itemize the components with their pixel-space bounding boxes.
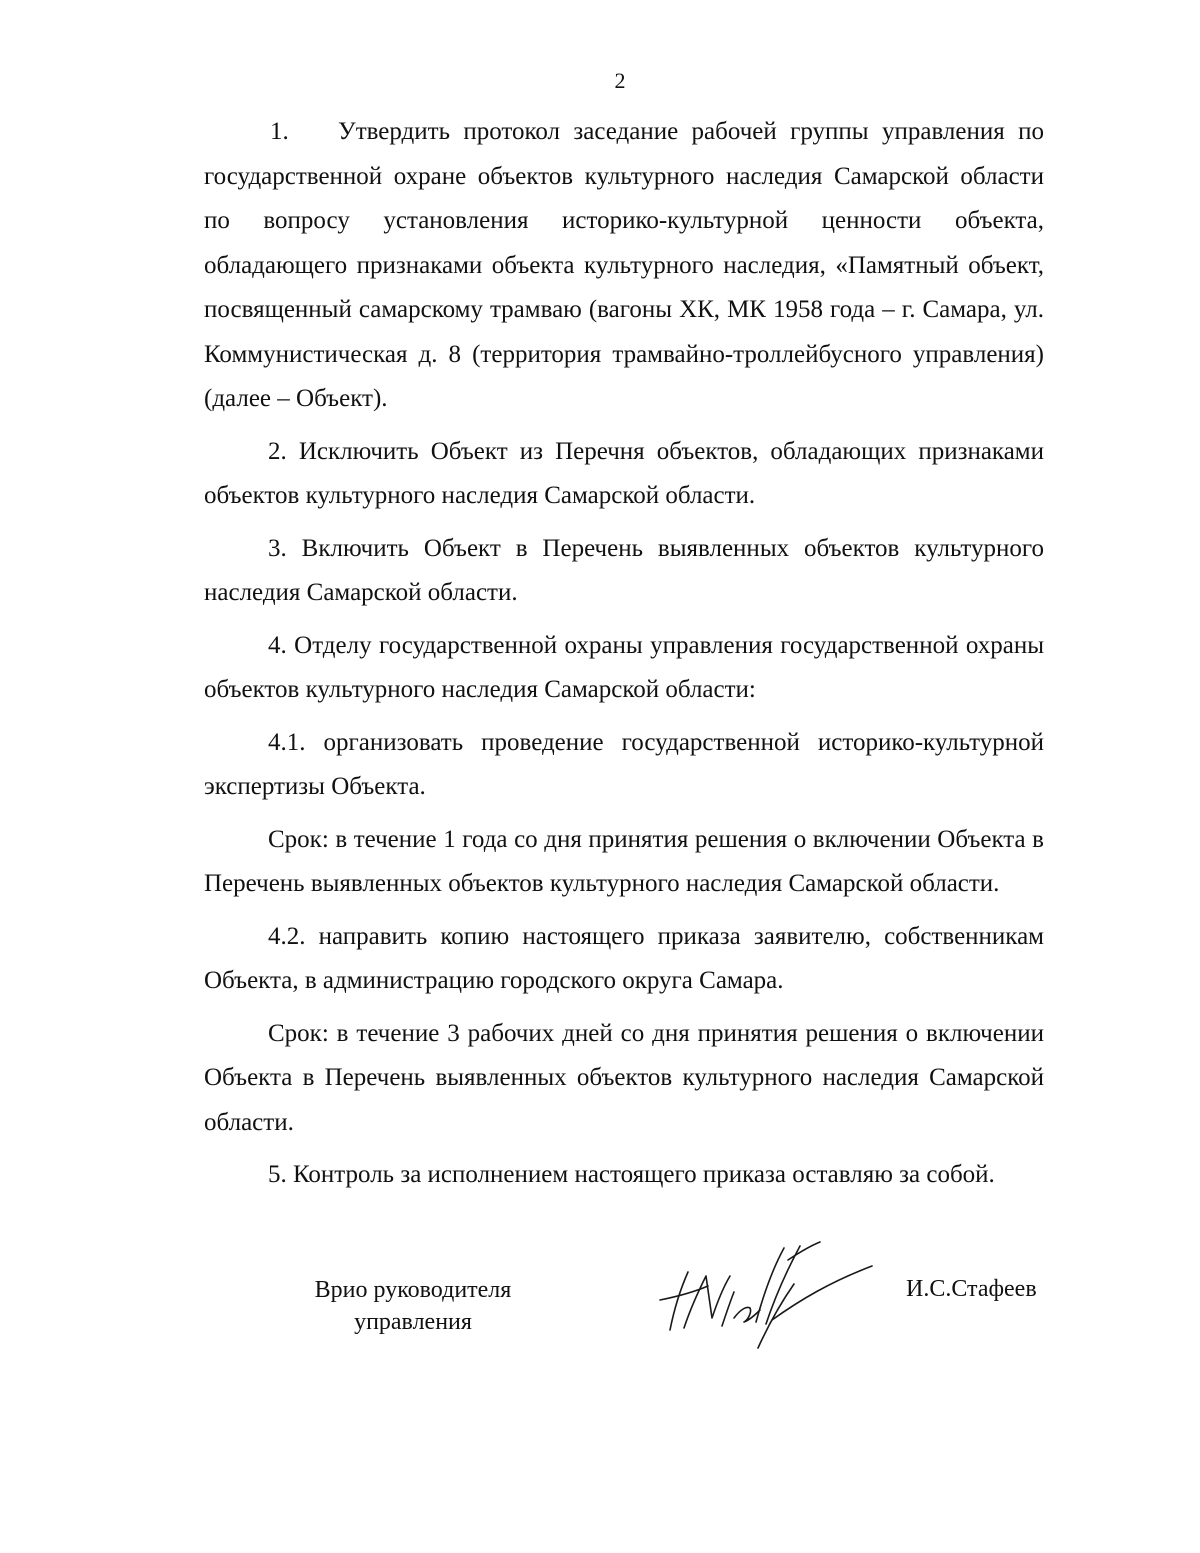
paragraph-2: 2. Исключить Объект из Перечня объектов, обладающих признаками объектов культурного наследия Самарской области. — [204, 437, 1044, 509]
paragraph-4-1-deadline: Срок: в течение 1 года со дня принятия решения о включении Объекта в Перечень выявленных объектов культурного наследия Самарской области. — [204, 825, 1044, 897]
paragraph-5: 5. Контроль за исполнением настоящего приказа оставляю за собой. — [268, 1161, 995, 1188]
handwritten-signature — [650, 1230, 880, 1350]
paragraph-4-1: 4.1. организовать проведение государственной историко-культурной экспертизы Объекта. — [204, 728, 1044, 800]
signature-block — [0, 1270, 1200, 1360]
paragraph-1 — [204, 110, 1044, 422]
paragraph-1-number: 1. — [270, 118, 289, 145]
paragraph-4: 4. Отделу государственной охраны управления государственной охраны объектов культурного наследия Самарской области: — [204, 631, 1044, 703]
signatory-name: И.С.Стафеев — [906, 1276, 1037, 1302]
paragraph-3: 3. Включить Объект в Перечень выявленных объектов культурного наследия Самарской области. — [204, 534, 1044, 606]
page-number: 2 — [614, 68, 626, 93]
signatory-title-line-1: Врио руководителя — [314, 1277, 512, 1303]
paragraph-1-text: Утвердить протокол заседание рабочей группы управления по государственной охране объектов культурного наследия Самарской области по вопросу установления историко-культурной ценности объекта, обладающего признаками объекта культурного наследия, «Памятный объект, посвященный самарскому трамваю (вагоны ХК, МК 1958 года – г. Самара, ул. Коммунистическая д. 8 (территория трамвайно-троллейбусного управления) (далее – Объект). — [204, 118, 1044, 412]
signatory-title — [290, 1274, 536, 1338]
signatory-title-line-2: управления — [354, 1309, 472, 1335]
paragraph-4-2: 4.2. направить копию настоящего приказа заявителю, собственникам Объекта, в администрацию городского округа Самара. — [204, 922, 1044, 994]
paragraph-4-2-deadline: Срок: в течение 3 рабочих дней со дня принятия решения о включении Объекта в Перечень выявленных объектов культурного наследия Самарской области. — [204, 1019, 1044, 1136]
order-body — [204, 110, 1044, 1206]
